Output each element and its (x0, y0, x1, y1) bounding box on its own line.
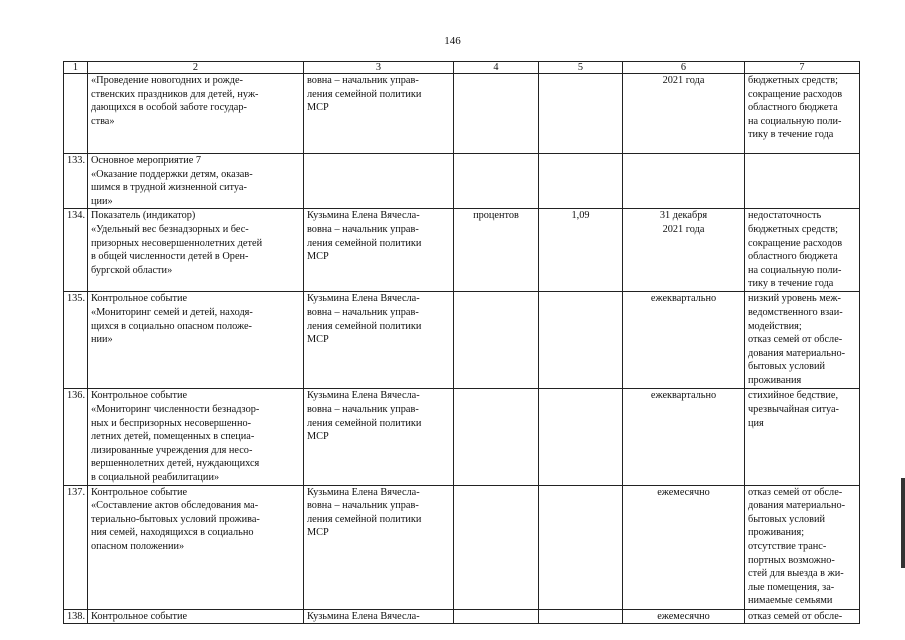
risk-cell: отказ семей от обсле- дования материально- бытовых условий проживания; отсутствие транс- портных возможно- стей для выезда в жи- лые помещения, за- нимаемые семьями (745, 485, 860, 609)
column-header: 1 (64, 62, 88, 74)
row-number: 134. (64, 209, 88, 292)
column-header: 3 (304, 62, 454, 74)
deadline-cell: ежеквартально (623, 292, 745, 389)
responsible-cell: Кузьмина Елена Вячесла- вовна – начальник управ- ления семейной политики МСР (304, 485, 454, 609)
risk-cell: отказ семей от обсле- (745, 609, 860, 624)
row-number: 137. (64, 485, 88, 609)
risk-cell: недостаточность бюджетных средств; сокращение расходов областного бюджета на социальную поли- тику в течение года (745, 209, 860, 292)
unit-cell (454, 389, 539, 485)
value-cell (539, 389, 623, 485)
responsible-cell: вовна – начальник управ- ления семейной политики МСР (304, 74, 454, 154)
table-row (64, 74, 860, 154)
page-number: 146 (444, 35, 461, 47)
unit-cell (454, 609, 539, 624)
deadline-cell (623, 154, 745, 209)
table-row (64, 154, 860, 209)
plan-table (63, 61, 860, 624)
row-number (64, 74, 88, 154)
table-row (64, 389, 860, 485)
responsible-cell: Кузьмина Елена Вячесла- вовна – начальник управ- ления семейной политики МСР (304, 209, 454, 292)
scan-edge-mark (901, 478, 905, 568)
value-cell (539, 485, 623, 609)
table-row (64, 609, 860, 624)
row-number: 138. (64, 609, 88, 624)
deadline-cell: 31 декабря 2021 года (623, 209, 745, 292)
event-name-cell: Контрольное событие (88, 609, 304, 624)
table-row (64, 292, 860, 389)
value-cell: 1,09 (539, 209, 623, 292)
unit-cell (454, 485, 539, 609)
deadline-cell: 2021 года (623, 74, 745, 154)
risk-cell: бюджетных средств; сокращение расходов областного бюджета на социальную поли- тику в течение года (745, 74, 860, 154)
column-header: 6 (623, 62, 745, 74)
deadline-cell: ежемесячно (623, 609, 745, 624)
value-cell (539, 74, 623, 154)
unit-cell (454, 154, 539, 209)
column-header: 5 (539, 62, 623, 74)
unit-cell (454, 292, 539, 389)
table-header-row (64, 62, 860, 74)
event-name-cell: Показатель (индикатор) «Удельный вес безнадзорных и бес- призорных несовершеннолетних детей в общей численности детей в Орен- бургской области» (88, 209, 304, 292)
row-number: 133. (64, 154, 88, 209)
responsible-cell (304, 154, 454, 209)
column-header: 4 (454, 62, 539, 74)
row-number: 135. (64, 292, 88, 389)
value-cell (539, 292, 623, 389)
deadline-cell: ежеквартально (623, 389, 745, 485)
column-header: 7 (745, 62, 860, 74)
event-name-cell: Основное мероприятие 7 «Оказание поддержки детям, оказав- шимся в трудной жизненной ситуа- ции» (88, 154, 304, 209)
value-cell (539, 609, 623, 624)
table-row (64, 485, 860, 609)
risk-cell (745, 154, 860, 209)
deadline-cell: ежемесячно (623, 485, 745, 609)
unit-cell (454, 74, 539, 154)
risk-cell: стихийное бедствие, чрезвычайная ситуа- ция (745, 389, 860, 485)
event-name-cell: Контрольное событие «Мониторинг численности безнадзор- ных и беспризорных несовершенно- летних детей, помещенных в специа- лизированные учреждения для несо- вершеннолетних детей, нуждающихся в социальной реабилитации» (88, 389, 304, 485)
row-number: 136. (64, 389, 88, 485)
risk-cell: низкий уровень меж- ведомственного взаи- модействия; отказ семей от обсле- дования материально- бытовых условий проживания (745, 292, 860, 389)
value-cell (539, 154, 623, 209)
responsible-cell: Кузьмина Елена Вячесла- вовна – начальник управ- ления семейной политики МСР (304, 292, 454, 389)
event-name-cell: Контрольное событие «Составление актов обследования ма- териально-бытовых условий прожива- ния семей, находящихся в социально опасном положении» (88, 485, 304, 609)
unit-cell: процентов (454, 209, 539, 292)
column-header: 2 (88, 62, 304, 74)
event-name-cell: «Проведение новогодних и рожде- ственских праздников для детей, нуж- дающихся в особой заботе государ- ства» (88, 74, 304, 154)
responsible-cell: Кузьмина Елена Вячесла- вовна – начальник управ- ления семейной политики МСР (304, 389, 454, 485)
table-row (64, 209, 860, 292)
responsible-cell: Кузьмина Елена Вячесла- (304, 609, 454, 624)
event-name-cell: Контрольное событие «Мониторинг семей и детей, находя- щихся в социально опасном положе- нии» (88, 292, 304, 389)
